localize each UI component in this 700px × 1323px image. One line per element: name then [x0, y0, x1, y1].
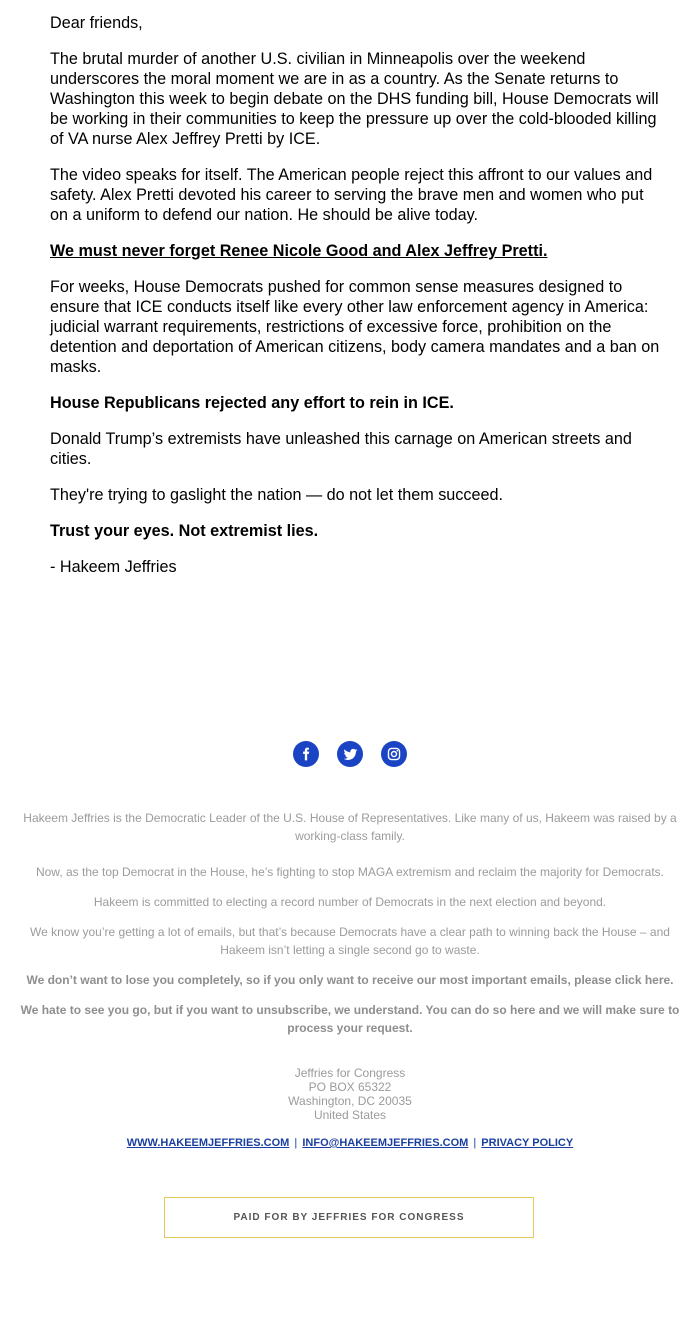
- footer-unsubscribe: [20, 1001, 680, 1037]
- unsubscribe-link[interactable]: We hate to see you go, but if you want to unsubscribe, we understand. You can do so here and we will make sure to process your request.: [20, 1003, 680, 1035]
- website-link[interactable]: WWW.HAKEEMJEFFRIES.COM: [126, 1137, 290, 1149]
- paragraph-4: For weeks, House Democrats pushed for common sense measures designed to ensure that ICE conducts itself like every other law enforcement agency in America: judicial warrant requirements, restrictions of excessive force, prohibition on the detention and deportation of American citizens, body camera mandates and a ban on masks.: [50, 278, 660, 376]
- footer-about-text: Hakeem Jeffries is the Democratic Leader of the U.S. House of Representatives. Like many of us, Hakeem was raised by a working-class family.: [23, 811, 677, 843]
- link-separator: |: [294, 1137, 298, 1149]
- footer-emails-note-text: We know you’re getting a lot of emails, but that’s because Democrats have a clear path to winning back the House – and Hakeem isn’t letting a single second go to waste.: [30, 925, 670, 957]
- twitter-icon[interactable]: [337, 741, 363, 767]
- privacy-policy-link[interactable]: PRIVACY POLICY: [481, 1137, 574, 1149]
- footer-commitment-text: Hakeem is committed to electing a record number of Democrats in the next election and beyond.: [93, 895, 607, 909]
- footer-about: [20, 809, 680, 845]
- greeting: Dear friends,: [50, 14, 143, 32]
- social-links: [0, 741, 700, 767]
- facebook-icon[interactable]: [293, 741, 319, 767]
- footer-mission: [20, 863, 680, 881]
- paragraph-8-emphasis: Trust your eyes. Not extremist lies.: [50, 522, 319, 540]
- mailing-address: [0, 1066, 700, 1122]
- address-line-3: Washington, DC 20035: [288, 1094, 412, 1108]
- paragraph-2: The video speaks for itself. The American people reject this affront to our values and safety. Alex Pretti devoted his career to serving the brave men and women who put on a uniform to defend our nation. He should be alive today.: [50, 166, 653, 224]
- paid-for-disclaimer: PAID FOR BY JEFFRIES FOR CONGRESS: [164, 1197, 534, 1238]
- paragraph-5-emphasis: House Republicans rejected any effort to rein in ICE.: [50, 394, 454, 412]
- paragraph-3-emphasis[interactable]: We must never forget Renee Nicole Good and Alex Jeffrey Pretti.: [50, 242, 548, 260]
- address-line-2: PO BOX 65322: [308, 1080, 392, 1094]
- paragraph-1: The brutal murder of another U.S. civilian in Minneapolis over the weekend underscores the moral moment we are in as a country. As the Senate returns to Washington this week to begin debate on the DHS funding bill, House Democrats will be working in their communities to keep the pressure up over the cold-blooded killing of VA nurse Alex Jeffrey Pretti by ICE.: [50, 50, 659, 148]
- email-link[interactable]: INFO@HAKEEMJEFFRIES.COM: [302, 1137, 469, 1149]
- reduce-emails-link[interactable]: We don’t want to lose you completely, so if you only want to receive our most important emails, please click here.: [26, 973, 674, 987]
- footer-links: [0, 1136, 700, 1150]
- address-line-1: Jeffries for Congress: [294, 1066, 406, 1080]
- footer-mission-text: Now, as the top Democrat in the House, he’s fighting to stop MAGA extremism and reclaim the majority for Democrats.: [35, 865, 665, 879]
- footer-emails-note: [20, 923, 680, 959]
- paragraph-7: They're trying to gaslight the nation — do not let them succeed.: [50, 486, 503, 504]
- signature: - Hakeem Jeffries: [50, 558, 177, 576]
- paragraph-6: Donald Trump’s extremists have unleashed this carnage on American streets and cities.: [50, 430, 632, 468]
- link-separator: |: [473, 1137, 477, 1149]
- footer-reduce-emails: [20, 971, 680, 989]
- address-line-4: United States: [313, 1108, 387, 1122]
- instagram-icon[interactable]: [381, 741, 407, 767]
- footer-commitment: [20, 893, 680, 911]
- letter-body: [50, 13, 660, 593]
